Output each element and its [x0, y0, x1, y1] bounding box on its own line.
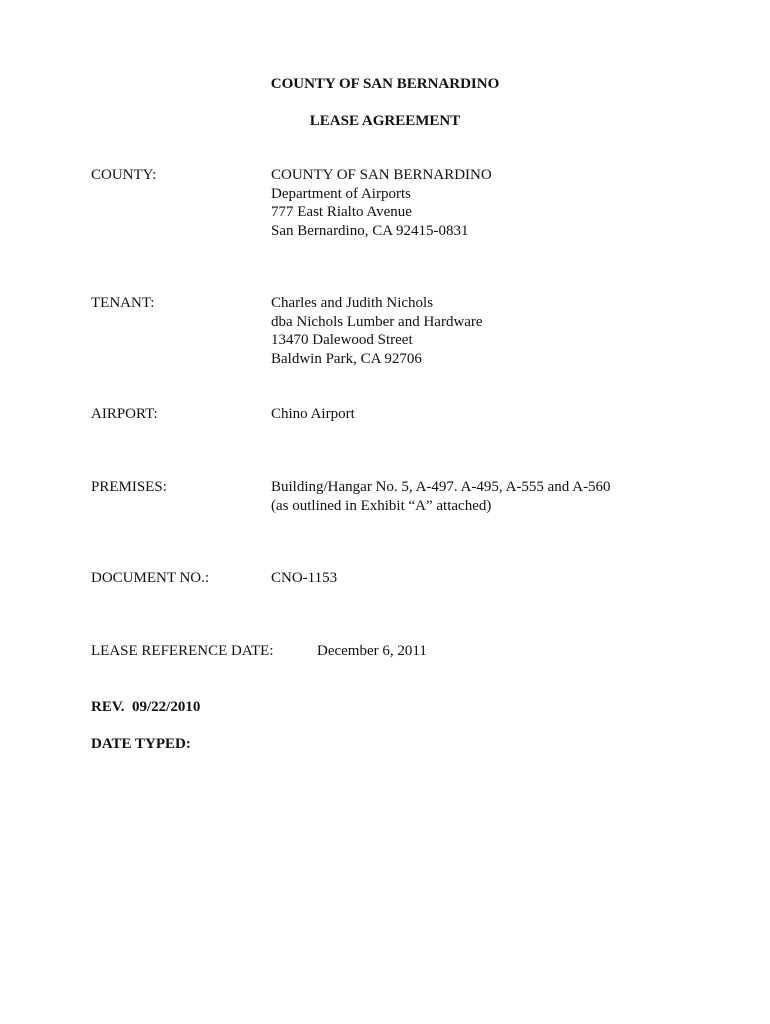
tenant-address — [271, 294, 483, 368]
document-number-label: DOCUMENT NO.: — [91, 570, 210, 586]
county-line: Department of Airports — [271, 185, 411, 202]
county-line: 777 East Rialto Avenue — [271, 204, 412, 220]
airport-label: AIRPORT: — [91, 406, 158, 422]
tenant-line: Baldwin Park, CA 92706 — [271, 350, 422, 367]
lease-reference-date-value: December 6, 2011 — [317, 643, 427, 659]
county-address — [271, 166, 492, 240]
tenant-line: Charles and Judith Nichols — [271, 295, 434, 311]
county-line: COUNTY OF SAN BERNARDINO — [271, 167, 492, 183]
premises-line: Building/Hangar No. 5, A-497. A-495, A-555 and A-560 — [271, 479, 611, 495]
document-title: COUNTY OF SAN BERNARDINO — [270, 76, 500, 92]
lease-reference-date-label: LEASE REFERENCE DATE: — [91, 643, 274, 659]
document-number-value: CNO-1153 — [271, 570, 338, 586]
tenant-line: dba Nichols Lumber and Hardware — [271, 313, 483, 330]
document-subtitle: LEASE AGREEMENT — [309, 113, 461, 129]
tenant-label: TENANT: — [91, 295, 155, 311]
airport-value: Chino Airport — [271, 406, 355, 422]
tenant-line: 13470 Dalewood Street — [271, 332, 413, 348]
county-line: San Bernardino, CA 92415-0831 — [271, 222, 469, 239]
premises-description — [271, 478, 611, 515]
premises-line: (as outlined in Exhibit “A” attached) — [271, 497, 492, 514]
date-typed-label: DATE TYPED: — [91, 736, 191, 752]
revision-date: REV. 09/22/2010 — [91, 699, 201, 715]
premises-label: PREMISES: — [91, 479, 167, 495]
county-label: COUNTY: — [91, 167, 157, 183]
